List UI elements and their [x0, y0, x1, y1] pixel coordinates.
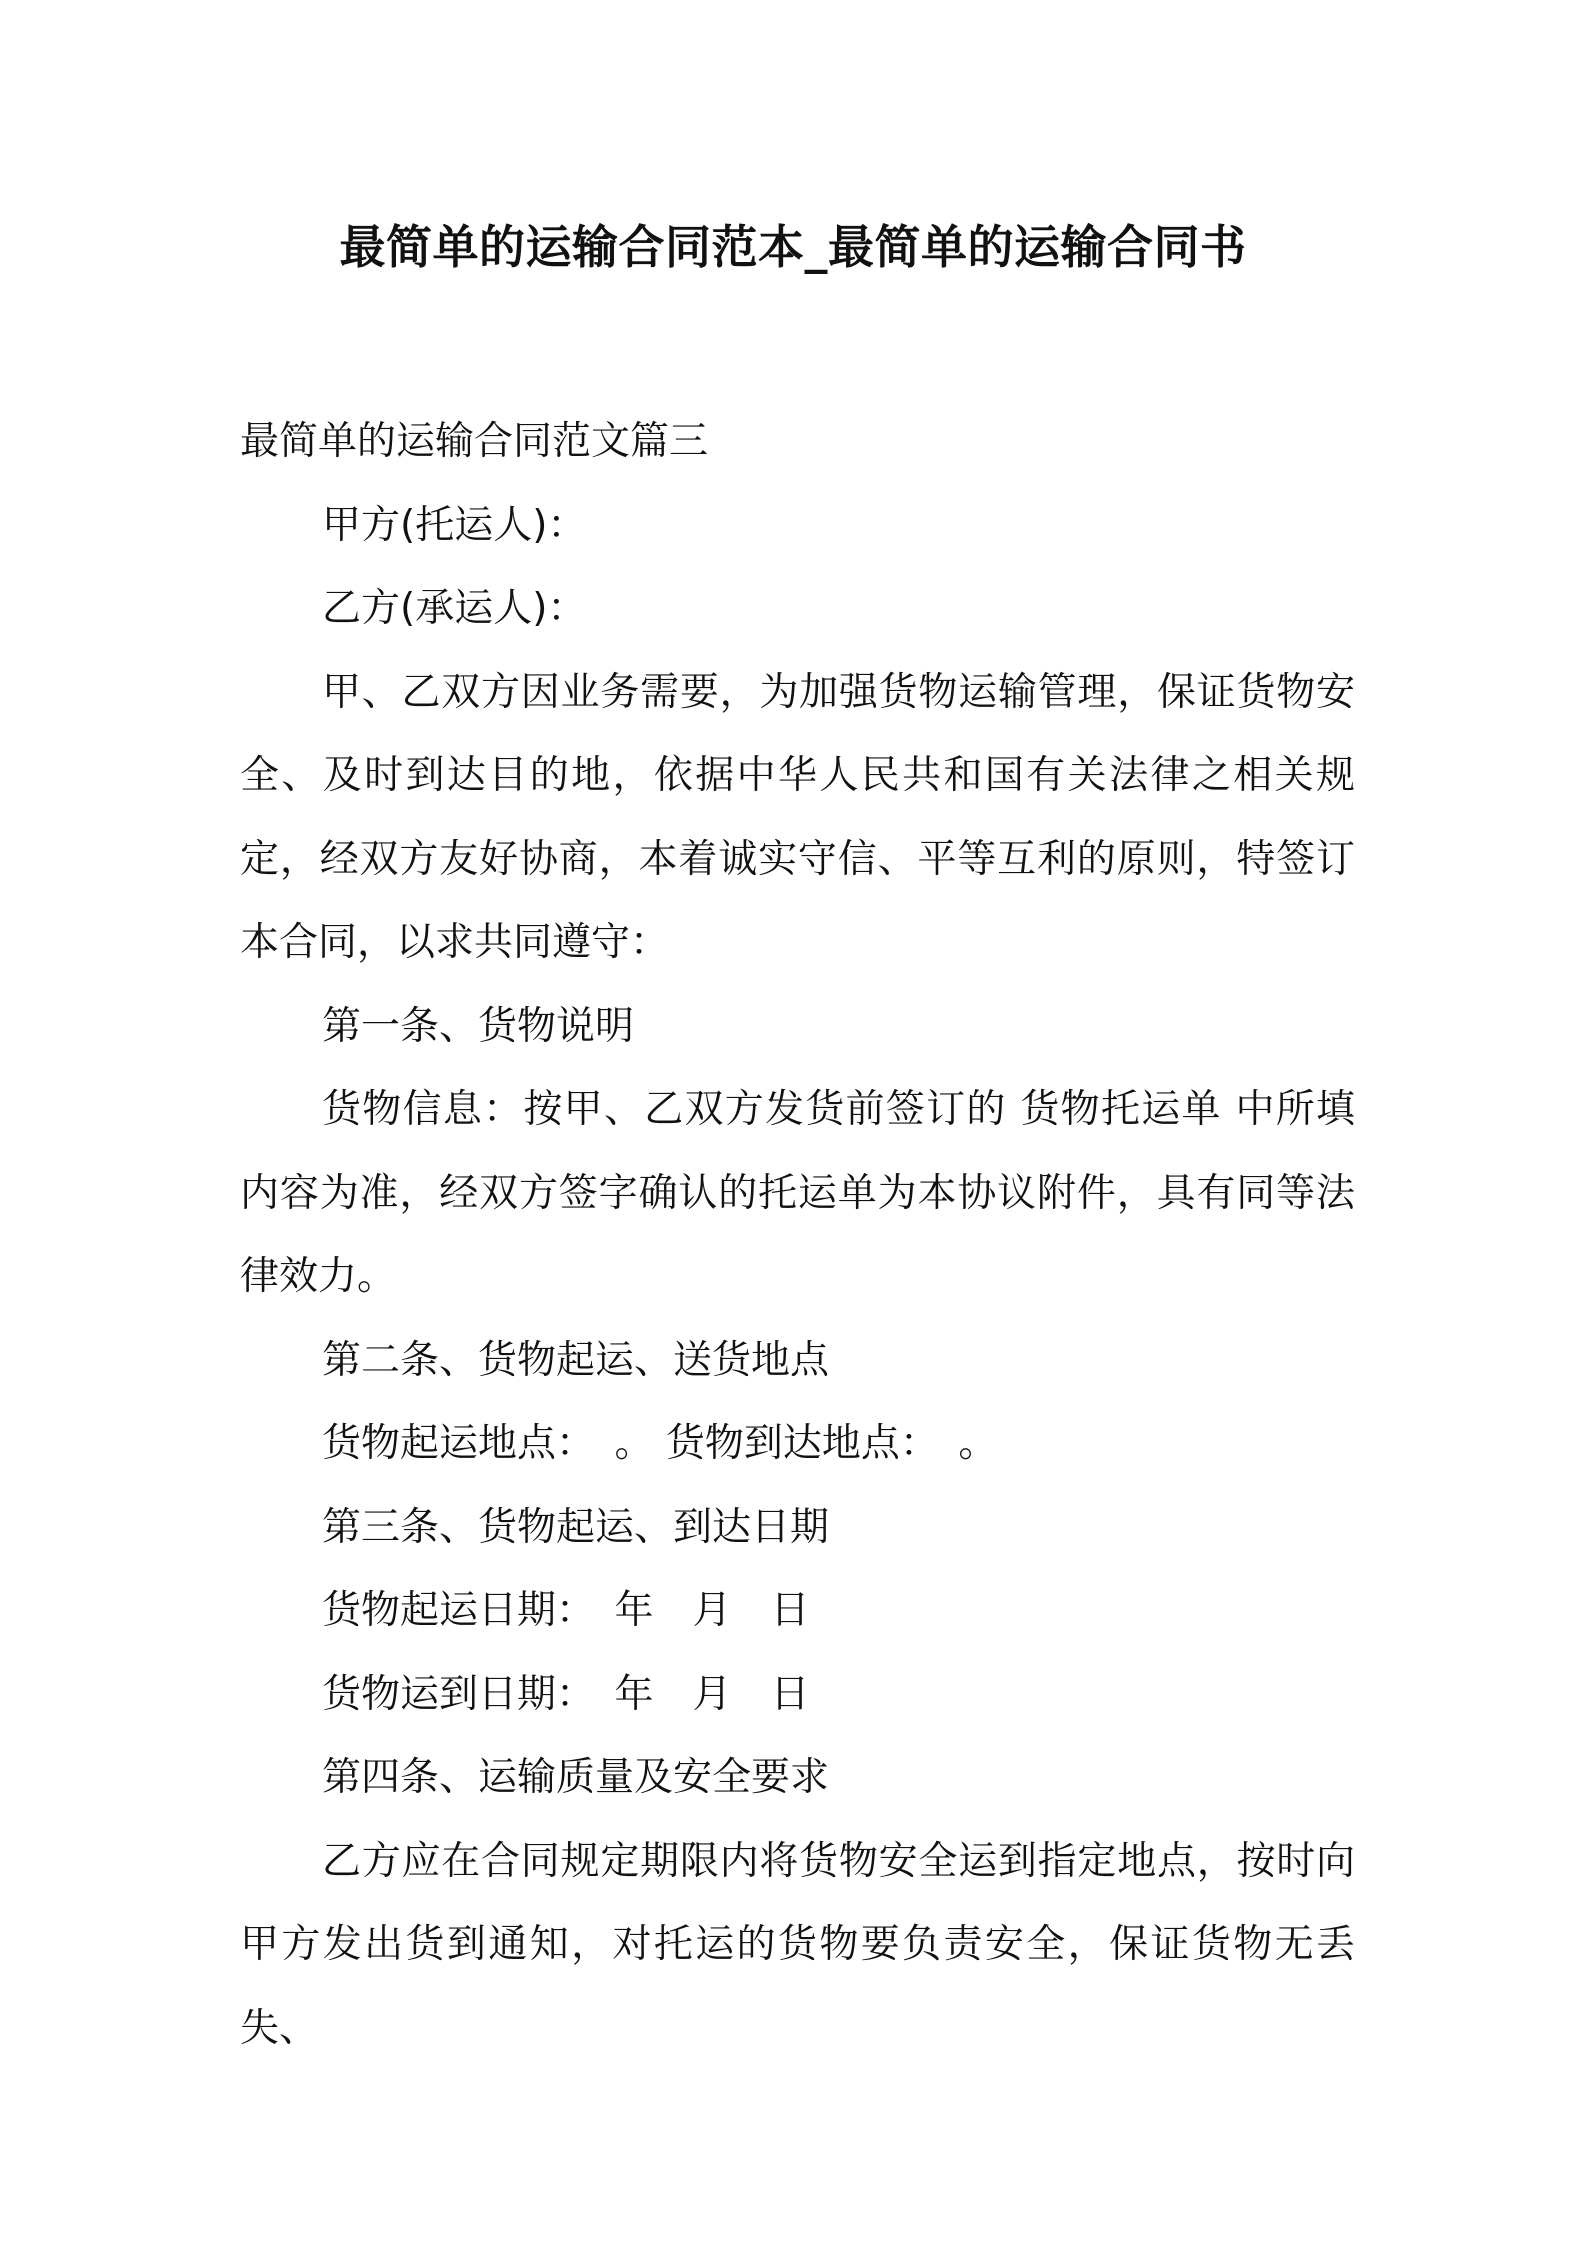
article-4-heading: 第四条、运输质量及安全要求 — [322, 1755, 830, 1800]
party-b-line: 乙方(承运人)： — [322, 586, 587, 631]
article-1-heading: 第一条、货物说明 — [322, 1003, 635, 1049]
article-3-heading: 第三条、货物起运、到达日期 — [322, 1504, 830, 1550]
preamble-paragraph: 甲、乙双方因业务需要，为加强货物运输管理，保证货物安全、及时到达目的地，依据中华人民共和国有关法律之相关规定，经双方友好协商，本着诚实守信、平等互利的原则，特签订本合同，以求共同遵守： — [240, 669, 1355, 965]
document-title: 最简单的运输合同范本_最简单的运输合同书 — [339, 220, 1247, 274]
party-a-line: 甲方(托运人)： — [322, 502, 587, 548]
article-4-body: 乙方应在合同规定期限内将货物安全运到指定地点，按时向甲方发出货到通知，对托运的货物要负责安全，保证货物无丢失、 — [240, 1838, 1355, 2051]
article-1-body: 货物信息：按甲、乙双方发货前签订的 货物托运单 中所填内容为准，经双方签字确认的托运单为本协议附件，具有同等法律效力。 — [240, 1087, 1355, 1299]
article-2-heading: 第二条、货物起运、送货地点 — [322, 1337, 830, 1383]
section-heading: 最简单的运输合同范文篇三 — [240, 419, 709, 464]
article-3-departure-date: 货物起运日期： 年 月 日 — [322, 1588, 810, 1633]
article-3-arrival-date: 货物运到日期： 年 月 日 — [322, 1671, 810, 1717]
document-body — [240, 400, 1355, 2070]
article-2-body: 货物起运地点： 。 货物到达地点： 。 — [322, 1421, 998, 1466]
